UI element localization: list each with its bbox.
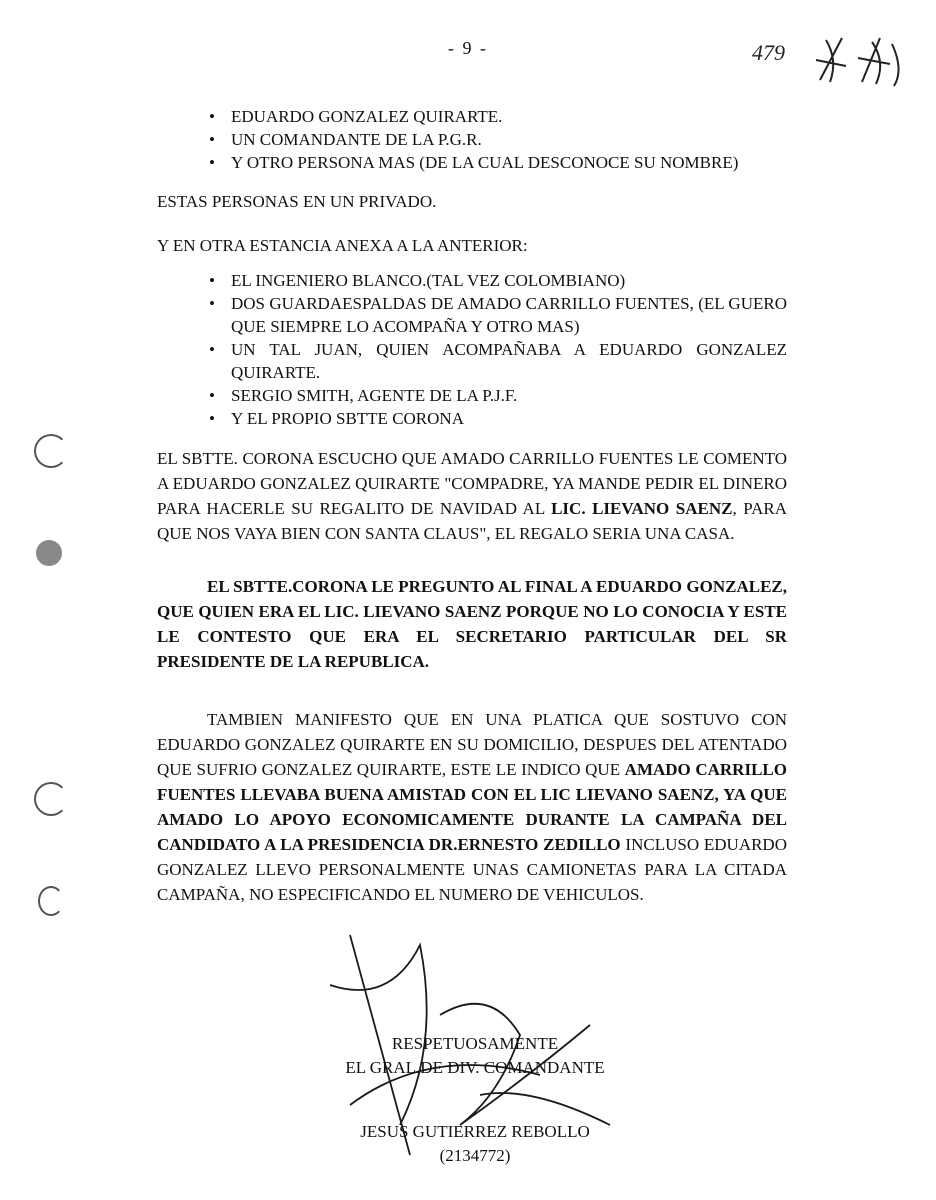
punch-hole-mark <box>34 782 68 816</box>
signature-title: EL GRAL.DE DIV. COMANDANTE <box>345 1058 605 1077</box>
paragraph-text: EL SBTTE. CORONA ESCUCHO QUE AMADO CARRILLO FUENTES LE COMENTO A EDUARDO GONZALEZ QUIRARTE "COMPADRE, YA MANDE PEDIR EL DINERO PARA HACERLE SU REGALITO DE NAVIDAD AL <box>157 449 787 518</box>
annex-attendees-list <box>205 269 787 430</box>
list-item: • DOS GUARDAESPALDAS DE AMADO CARRILLO FUENTES, (EL GUERO QUE SIEMPRE LO ACOMPAÑA Y OTRO MAS) <box>205 292 787 338</box>
annex-room-line: Y EN OTRA ESTANCIA ANEXA A LA ANTERIOR: <box>157 236 528 255</box>
signature-closing: RESPETUOSAMENTE <box>391 1034 559 1053</box>
paragraph-text: INCLUSO EDUARDO GONZALEZ LLEVO PERSONALMENTE UNAS CAMIONETAS PARA LA CITADA CAMPAÑA, NO ESPECIFICANDO EL NUMERO DE VEHICULOS. <box>157 835 787 904</box>
page-number: - 9 - <box>448 38 488 58</box>
paragraph-also-stated <box>157 707 787 907</box>
list-item: • Y EL PROPIO SBTTE CORONA <box>205 407 787 430</box>
list-item: • UN COMANDANTE DE LA P.G.R. <box>205 128 805 151</box>
paragraph-corona-heard <box>157 446 787 546</box>
list-item: • Y OTRO PERSONA MAS (DE LA CUAL DESCONOCE SU NOMBRE) <box>205 151 805 174</box>
list-item: • UN TAL JUAN, QUIEN ACOMPAÑABA A EDUARDO GONZALEZ QUIRARTE. <box>205 338 787 384</box>
signature-id: (2134772) <box>439 1146 511 1165</box>
stamp-dot <box>36 540 62 566</box>
paragraph-bold-text: AMADO CARRILLO FUENTES LLEVABA BUENA AMISTAD CON EL LIC LIEVANO SAENZ, YA QUE AMADO LO APOYO ECONOMICAMENTE DURANTE LA CAMPAÑA DEL CANDIDATO A LA PRESIDENCIA DR.ERNESTO ZEDILLO <box>157 760 787 854</box>
attendees-list <box>205 105 805 174</box>
folio-number: 479 <box>752 40 785 65</box>
paragraph-corona-asked: EL SBTTE.CORONA LE PREGUNTO AL FINAL A EDUARDO GONZALEZ, QUE QUIEN ERA EL LIC. LIEVANO SAENZ PORQUE NO LO CONOCIA Y ESTE LE CONTESTO QUE ERA EL SECRETARIO PARTICULAR DEL SR PRESIDENTE DE LA REPUBLICA. <box>157 577 787 671</box>
punch-hole-mark <box>34 434 68 468</box>
punch-hole-mark <box>38 886 64 916</box>
handwritten-scribbles <box>812 30 912 92</box>
paragraph-bold-text: LIC. LIEVANO SAENZ <box>551 499 733 518</box>
paragraph-text: , PARA QUE NOS VAYA BIEN CON SANTA CLAUS", EL REGALO SERIA UNA CASA. <box>157 499 787 543</box>
paragraph-text: TAMBIEN MANIFESTO QUE EN UNA PLATICA QUE SOSTUVO CON EDUARDO GONZALEZ QUIRARTE EN SU DOMICILIO, DESPUES DEL ATENTADO QUE SUFRIO GONZALEZ QUIRARTE, ESTE LE INDICO QUE <box>157 710 787 779</box>
list-item: • EL INGENIERO BLANCO.(TAL VEZ COLOMBIANO) <box>205 269 787 292</box>
list-item: • EDUARDO GONZALEZ QUIRARTE. <box>205 105 805 128</box>
private-room-line: ESTAS PERSONAS EN UN PRIVADO. <box>157 192 437 211</box>
signature-name: JESUS GUTIERREZ REBOLLO <box>360 1122 590 1141</box>
list-item: • SERGIO SMITH, AGENTE DE LA P.J.F. <box>205 384 787 407</box>
